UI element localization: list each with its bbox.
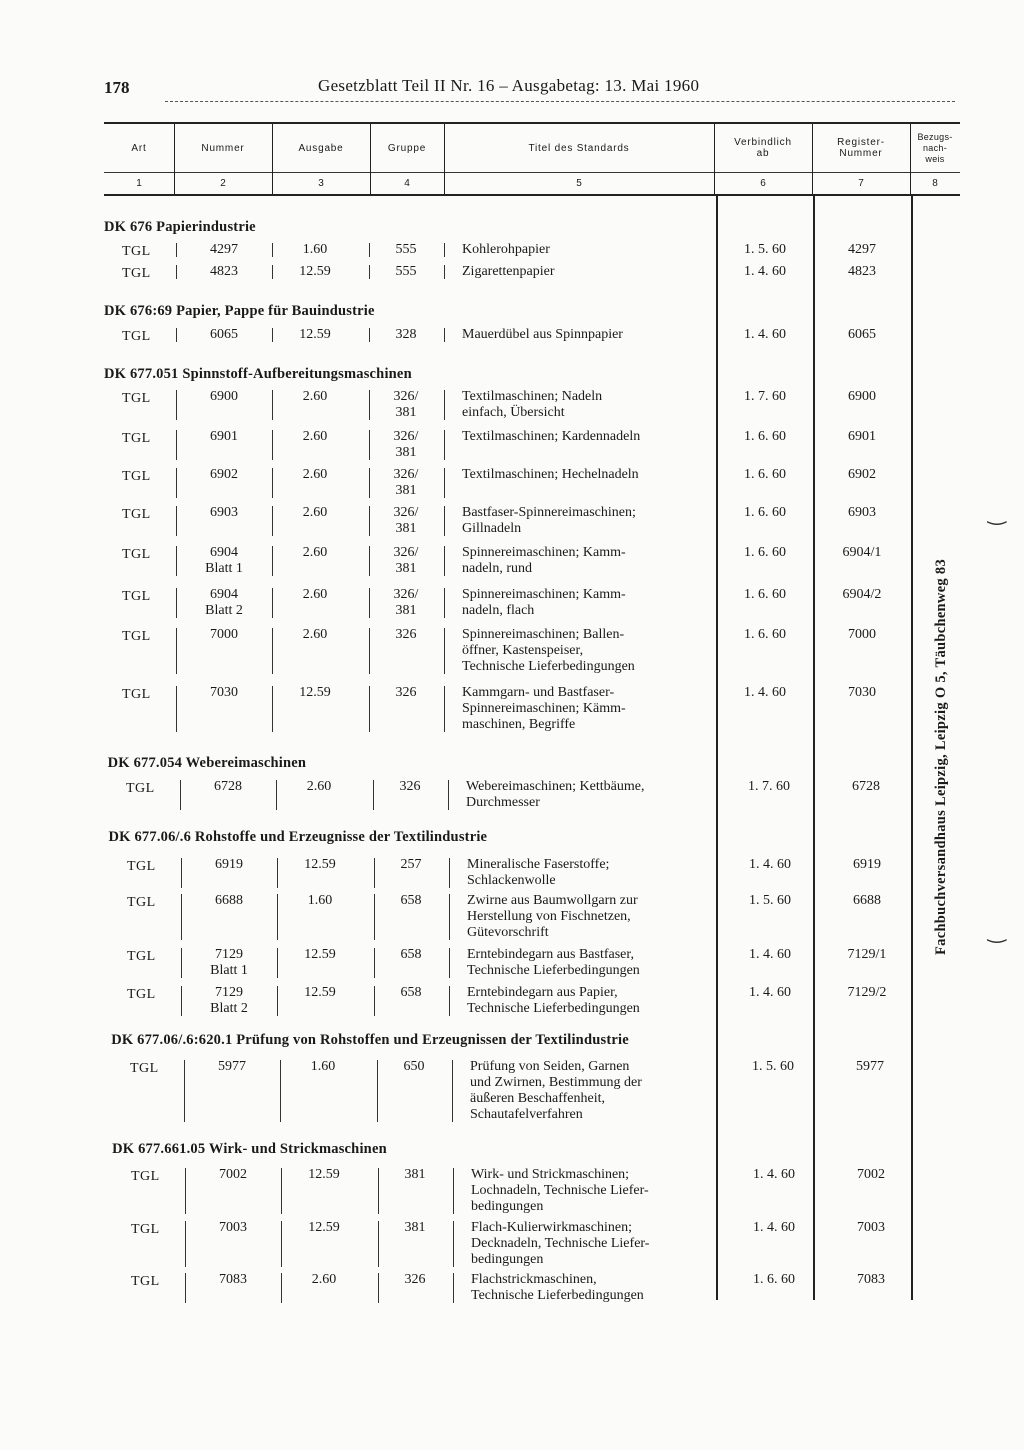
row-divider bbox=[281, 1168, 282, 1214]
cell-titel: Textilmaschinen; Nadeln einfach, Übersicht bbox=[462, 389, 603, 420]
column-header-nummer: Nummer bbox=[201, 142, 245, 154]
cell-verbindlich: 1. 4. 60 bbox=[749, 857, 791, 872]
cell-titel: Erntebindegarn aus Bastfaser, Technische Lieferbedingungen bbox=[467, 947, 640, 978]
cell-art: TGL bbox=[122, 589, 151, 604]
column-separator bbox=[174, 124, 175, 194]
cell-nummer: 6903 bbox=[210, 505, 238, 520]
cell-verbindlich: 1. 4. 60 bbox=[753, 1220, 795, 1235]
cell-gruppe: 326 bbox=[399, 779, 421, 794]
cell-titel: Erntebindegarn aus Papier, Technische Lieferbedingungen bbox=[467, 985, 640, 1016]
cell-verbindlich: 1. 6. 60 bbox=[744, 429, 786, 444]
cell-nummer: 6919 bbox=[215, 857, 243, 872]
column-number: 7 bbox=[858, 178, 864, 189]
cell-register: 6904/2 bbox=[842, 587, 882, 602]
row-divider bbox=[369, 546, 370, 576]
section-heading: DK 676:69 Papier, Pappe für Bauindustrie bbox=[104, 303, 375, 319]
row-divider bbox=[176, 628, 177, 674]
column-separator bbox=[812, 124, 813, 194]
cell-titel: Mauerdübel aus Spinnpapier bbox=[462, 327, 623, 342]
cell-art: TGL bbox=[122, 547, 151, 562]
row-divider bbox=[444, 468, 445, 498]
cell-register: 6902 bbox=[848, 467, 876, 482]
row-divider bbox=[181, 894, 182, 940]
row-divider bbox=[374, 858, 375, 888]
cell-ausgabe: 2.60 bbox=[302, 627, 328, 642]
cell-titel: Spinnereimaschinen; Kamm- nadeln, rund bbox=[462, 545, 626, 576]
cell-register: 6903 bbox=[848, 505, 876, 520]
cell-gruppe: 326/ 381 bbox=[393, 389, 419, 420]
cell-titel: Flachstrickmaschinen, Technische Lieferbedingungen bbox=[471, 1272, 644, 1303]
row-divider bbox=[444, 430, 445, 460]
cell-titel: Kammgarn- und Bastfaser- Spinnereimaschinen; Kämm- maschinen, Begriffe bbox=[462, 685, 626, 732]
row-divider bbox=[176, 265, 177, 279]
row-divider bbox=[449, 948, 450, 978]
cell-verbindlich: 1. 6. 60 bbox=[744, 587, 786, 602]
cell-titel: Mineralische Faserstoffe; Schlackenwolle bbox=[467, 857, 610, 888]
cell-art: TGL bbox=[127, 895, 156, 910]
row-divider bbox=[185, 1273, 186, 1303]
row-divider bbox=[369, 328, 370, 342]
cell-ausgabe: 12.59 bbox=[299, 327, 331, 342]
cell-register: 7129/2 bbox=[847, 985, 887, 1000]
cell-art: TGL bbox=[127, 987, 156, 1002]
cell-art: TGL bbox=[122, 266, 151, 281]
row-divider bbox=[181, 986, 182, 1016]
cell-art: TGL bbox=[122, 687, 151, 702]
column-separator bbox=[444, 124, 445, 194]
cell-gruppe: 257 bbox=[400, 857, 422, 872]
cell-nummer: 6728 bbox=[214, 779, 242, 794]
cell-gruppe: 326/ 381 bbox=[393, 467, 419, 498]
cell-nummer: 6688 bbox=[215, 893, 243, 908]
cell-register: 7003 bbox=[857, 1220, 885, 1235]
cell-verbindlich: 1. 7. 60 bbox=[748, 779, 790, 794]
row-divider bbox=[176, 686, 177, 732]
row-divider bbox=[176, 506, 177, 536]
cell-gruppe: 326 bbox=[395, 685, 417, 700]
row-divider bbox=[374, 894, 375, 940]
row-divider bbox=[272, 546, 273, 576]
row-divider bbox=[453, 1221, 454, 1267]
cell-ausgabe: 1.60 bbox=[310, 1059, 336, 1074]
cell-register: 6065 bbox=[848, 327, 876, 342]
cell-ausgabe: 1.60 bbox=[302, 242, 328, 257]
row-divider bbox=[185, 1221, 186, 1267]
section-heading: DK 677.06/.6:620.1 Prüfung von Rohstoffen und Erzeugnissen der Textilindustrie bbox=[111, 1032, 629, 1048]
row-divider bbox=[369, 430, 370, 460]
column-header-register: Register- Nummer bbox=[837, 137, 885, 159]
cell-ausgabe: 2.60 bbox=[302, 467, 328, 482]
column-separator bbox=[370, 124, 371, 194]
row-divider bbox=[272, 328, 273, 342]
column-number: 6 bbox=[760, 178, 766, 189]
section-heading: DK 677.661.05 Wirk- und Strickmaschinen bbox=[112, 1141, 387, 1157]
cell-nummer: 4297 bbox=[210, 242, 238, 257]
header-rule bbox=[165, 101, 955, 102]
cell-nummer: 6065 bbox=[210, 327, 238, 342]
row-divider bbox=[272, 430, 273, 460]
cell-nummer: 7030 bbox=[210, 685, 238, 700]
cell-art: TGL bbox=[122, 507, 151, 522]
cell-art: TGL bbox=[122, 629, 151, 644]
cell-nummer: 7083 bbox=[219, 1272, 247, 1287]
cell-titel: Prüfung von Seiden, Garnen und Zwirnen, Bestimmung der äußeren Beschaffenheit, Schautafelverfahren bbox=[470, 1059, 642, 1122]
cell-ausgabe: 2.60 bbox=[302, 505, 328, 520]
row-divider bbox=[369, 506, 370, 536]
row-divider bbox=[369, 468, 370, 498]
row-divider bbox=[277, 948, 278, 978]
cell-nummer: 7000 bbox=[210, 627, 238, 642]
column-header-titel: Titel des Standards bbox=[528, 142, 630, 154]
cell-gruppe: 658 bbox=[400, 893, 422, 908]
row-divider bbox=[176, 468, 177, 498]
cell-verbindlich: 1. 5. 60 bbox=[744, 242, 786, 257]
row-divider bbox=[453, 1273, 454, 1303]
cell-ausgabe: 2.60 bbox=[302, 389, 328, 404]
cell-nummer: 4823 bbox=[210, 264, 238, 279]
row-divider bbox=[369, 265, 370, 279]
cell-ausgabe: 12.59 bbox=[308, 1220, 340, 1235]
cell-ausgabe: 2.60 bbox=[306, 779, 332, 794]
cell-titel: Zigarettenpapier bbox=[462, 264, 555, 279]
cell-verbindlich: 1. 6. 60 bbox=[744, 467, 786, 482]
row-divider bbox=[444, 546, 445, 576]
row-divider bbox=[280, 1060, 281, 1122]
row-divider bbox=[449, 858, 450, 888]
cell-titel: Kohlerohpapier bbox=[462, 242, 550, 257]
cell-art: TGL bbox=[122, 469, 151, 484]
row-divider bbox=[373, 780, 374, 810]
cell-titel: Spinnereimaschinen; Kamm- nadeln, flach bbox=[462, 587, 626, 618]
cell-gruppe: 658 bbox=[400, 947, 422, 962]
column-number: 3 bbox=[318, 178, 324, 189]
cell-titel: Zwirne aus Baumwollgarn zur Herstellung von Fischnetzen, Gütevorschrift bbox=[467, 893, 638, 940]
cell-titel: Textilmaschinen; Hechelnadeln bbox=[462, 467, 639, 482]
cell-gruppe: 326/ 381 bbox=[393, 505, 419, 536]
cell-titel: Webereimaschinen; Kettbäume, Durchmesser bbox=[466, 779, 645, 810]
cell-gruppe: 326/ 381 bbox=[393, 545, 419, 576]
cell-art: TGL bbox=[127, 859, 156, 874]
row-divider bbox=[449, 894, 450, 940]
cell-verbindlich: 1. 6. 60 bbox=[744, 545, 786, 560]
column-number: 1 bbox=[136, 178, 142, 189]
row-divider bbox=[444, 686, 445, 732]
section-heading: DK 676 Papierindustrie bbox=[104, 219, 256, 235]
cell-nummer: 6902 bbox=[210, 467, 238, 482]
cell-verbindlich: 1. 6. 60 bbox=[744, 627, 786, 642]
header-number-rule bbox=[104, 172, 960, 173]
row-divider bbox=[369, 243, 370, 257]
cell-nummer: 6901 bbox=[210, 429, 238, 444]
row-divider bbox=[176, 546, 177, 576]
cell-nummer: 6904 Blatt 1 bbox=[205, 545, 243, 576]
cell-register: 5977 bbox=[856, 1059, 884, 1074]
cell-register: 7002 bbox=[857, 1167, 885, 1182]
cell-verbindlich: 1. 7. 60 bbox=[744, 389, 786, 404]
row-divider bbox=[374, 948, 375, 978]
column-rule bbox=[813, 195, 815, 1300]
cell-gruppe: 381 bbox=[404, 1220, 426, 1235]
cell-register: 7000 bbox=[848, 627, 876, 642]
cell-register: 4823 bbox=[848, 264, 876, 279]
row-divider bbox=[176, 390, 177, 420]
row-divider bbox=[277, 986, 278, 1016]
row-divider bbox=[377, 1060, 378, 1122]
row-divider bbox=[272, 686, 273, 732]
cell-gruppe: 381 bbox=[404, 1167, 426, 1182]
cell-titel: Bastfaser-Spinnereimaschinen; Gillnadeln bbox=[462, 505, 636, 536]
cell-gruppe: 555 bbox=[395, 242, 417, 257]
column-header-gruppe: Gruppe bbox=[387, 142, 427, 154]
cell-gruppe: 326/ 381 bbox=[393, 587, 419, 618]
row-divider bbox=[444, 506, 445, 536]
cell-gruppe: 328 bbox=[395, 327, 417, 342]
row-divider bbox=[444, 628, 445, 674]
row-divider bbox=[281, 1273, 282, 1303]
row-divider bbox=[378, 1168, 379, 1214]
cell-verbindlich: 1. 5. 60 bbox=[749, 893, 791, 908]
row-divider bbox=[272, 390, 273, 420]
row-divider bbox=[444, 390, 445, 420]
column-rule bbox=[716, 195, 718, 1300]
cell-register: 6901 bbox=[848, 429, 876, 444]
publisher-side-note: Fachbuchversandhaus Leipzig, Leipzig O 5, Täubchenweg 83 bbox=[933, 558, 949, 955]
cell-gruppe: 326 bbox=[395, 627, 417, 642]
cell-titel: Spinnereimaschinen; Ballen- öffner, Kastenspeiser, Technische Lieferbedingungen bbox=[462, 627, 635, 674]
margin-mark: ‿ bbox=[988, 918, 1006, 943]
cell-ausgabe: 12.59 bbox=[308, 1167, 340, 1182]
row-divider bbox=[272, 243, 273, 257]
row-divider bbox=[378, 1273, 379, 1303]
row-divider bbox=[378, 1221, 379, 1267]
section-heading: DK 677.051 Spinnstoff-Aufbereitungsmaschinen bbox=[104, 366, 412, 382]
row-divider bbox=[444, 243, 445, 257]
cell-verbindlich: 1. 5. 60 bbox=[752, 1059, 794, 1074]
cell-nummer: 7129 Blatt 1 bbox=[210, 947, 248, 978]
row-divider bbox=[369, 588, 370, 618]
row-divider bbox=[281, 1221, 282, 1267]
cell-register: 6919 bbox=[853, 857, 881, 872]
column-separator bbox=[272, 124, 273, 194]
column-separator bbox=[910, 124, 911, 194]
cell-ausgabe: 12.59 bbox=[304, 857, 336, 872]
cell-art: TGL bbox=[122, 329, 151, 344]
cell-ausgabe: 12.59 bbox=[304, 985, 336, 1000]
row-divider bbox=[444, 588, 445, 618]
row-divider bbox=[272, 628, 273, 674]
column-rule bbox=[911, 195, 913, 1300]
cell-verbindlich: 1. 6. 60 bbox=[744, 505, 786, 520]
cell-verbindlich: 1. 6. 60 bbox=[753, 1272, 795, 1287]
cell-ausgabe: 2.60 bbox=[311, 1272, 337, 1287]
cell-art: TGL bbox=[122, 244, 151, 259]
running-head: Gesetzblatt Teil II Nr. 16 – Ausgabetag: 13. Mai 1960 bbox=[318, 76, 700, 95]
row-divider bbox=[369, 628, 370, 674]
row-divider bbox=[272, 588, 273, 618]
cell-verbindlich: 1. 4. 60 bbox=[749, 985, 791, 1000]
row-divider bbox=[369, 686, 370, 732]
cell-verbindlich: 1. 4. 60 bbox=[744, 327, 786, 342]
column-number: 2 bbox=[220, 178, 226, 189]
section-heading: DK 677.06/.6 Rohstoffe und Erzeugnisse der Textilindustrie bbox=[108, 829, 488, 845]
column-header-ausgabe: Ausgabe bbox=[298, 142, 344, 154]
cell-register: 7030 bbox=[848, 685, 876, 700]
column-number: 8 bbox=[932, 178, 938, 189]
cell-ausgabe: 12.59 bbox=[299, 264, 331, 279]
row-divider bbox=[277, 858, 278, 888]
cell-nummer: 5977 bbox=[218, 1059, 246, 1074]
cell-art: TGL bbox=[127, 949, 156, 964]
cell-nummer: 7129 Blatt 2 bbox=[210, 985, 248, 1016]
row-divider bbox=[449, 986, 450, 1016]
cell-ausgabe: 2.60 bbox=[302, 587, 328, 602]
column-header-bezugsnachweis: Bezugs- nach- weis bbox=[917, 131, 953, 164]
cell-gruppe: 650 bbox=[403, 1059, 425, 1074]
cell-verbindlich: 1. 4. 60 bbox=[753, 1167, 795, 1182]
column-number: 5 bbox=[576, 178, 582, 189]
cell-titel: Textilmaschinen; Kardennadeln bbox=[462, 429, 641, 444]
cell-register: 6688 bbox=[853, 893, 881, 908]
row-divider bbox=[276, 780, 277, 810]
row-divider bbox=[444, 265, 445, 279]
row-divider bbox=[448, 780, 449, 810]
cell-register: 4297 bbox=[848, 242, 876, 257]
page-number: 178 bbox=[104, 78, 130, 97]
cell-ausgabe: 12.59 bbox=[304, 947, 336, 962]
column-header-art: Art bbox=[131, 142, 147, 154]
row-divider bbox=[180, 780, 181, 810]
cell-art: TGL bbox=[122, 391, 151, 406]
cell-titel: Wirk- und Strickmaschinen; Lochnadeln, Technische Liefer- bedingungen bbox=[471, 1167, 649, 1214]
cell-verbindlich: 1. 4. 60 bbox=[744, 264, 786, 279]
cell-verbindlich: 1. 4. 60 bbox=[744, 685, 786, 700]
cell-register: 7129/1 bbox=[847, 947, 887, 962]
cell-nummer: 7002 bbox=[219, 1167, 247, 1182]
section-heading: DK 677.054 Webereimaschinen bbox=[107, 755, 307, 771]
cell-ausgabe: 1.60 bbox=[307, 893, 333, 908]
cell-art: TGL bbox=[131, 1274, 160, 1289]
cell-titel: Flach-Kulierwirkmaschinen; Decknadeln, Technische Liefer- bedingungen bbox=[471, 1220, 650, 1267]
margin-mark: ‿ bbox=[988, 500, 1006, 525]
cell-ausgabe: 2.60 bbox=[302, 545, 328, 560]
row-divider bbox=[272, 506, 273, 536]
cell-art: TGL bbox=[130, 1061, 159, 1076]
cell-nummer: 6900 bbox=[210, 389, 238, 404]
cell-register: 6904/1 bbox=[842, 545, 882, 560]
cell-ausgabe: 2.60 bbox=[302, 429, 328, 444]
row-divider bbox=[374, 986, 375, 1016]
cell-gruppe: 658 bbox=[400, 985, 422, 1000]
column-separator bbox=[714, 124, 715, 194]
row-divider bbox=[444, 328, 445, 342]
table-header bbox=[104, 122, 960, 196]
cell-art: TGL bbox=[131, 1222, 160, 1237]
column-number: 4 bbox=[404, 178, 410, 189]
cell-art: TGL bbox=[126, 781, 155, 796]
cell-register: 6728 bbox=[852, 779, 880, 794]
cell-art: TGL bbox=[131, 1169, 160, 1184]
cell-register: 6900 bbox=[848, 389, 876, 404]
row-divider bbox=[176, 243, 177, 257]
cell-art: TGL bbox=[122, 431, 151, 446]
row-divider bbox=[277, 894, 278, 940]
cell-gruppe: 326 bbox=[404, 1272, 426, 1287]
row-divider bbox=[453, 1168, 454, 1214]
row-divider bbox=[272, 265, 273, 279]
cell-ausgabe: 12.59 bbox=[299, 685, 331, 700]
cell-gruppe: 555 bbox=[395, 264, 417, 279]
row-divider bbox=[181, 858, 182, 888]
row-divider bbox=[452, 1060, 453, 1122]
column-header-verbindlich: Verbindlich ab bbox=[734, 137, 792, 159]
row-divider bbox=[184, 1060, 185, 1122]
cell-gruppe: 326/ 381 bbox=[393, 429, 419, 460]
row-divider bbox=[181, 948, 182, 978]
cell-nummer: 7003 bbox=[219, 1220, 247, 1235]
row-divider bbox=[176, 328, 177, 342]
row-divider bbox=[176, 430, 177, 460]
cell-verbindlich: 1. 4. 60 bbox=[749, 947, 791, 962]
row-divider bbox=[272, 468, 273, 498]
cell-nummer: 6904 Blatt 2 bbox=[205, 587, 243, 618]
row-divider bbox=[369, 390, 370, 420]
row-divider bbox=[176, 588, 177, 618]
row-divider bbox=[185, 1168, 186, 1214]
cell-register: 7083 bbox=[857, 1272, 885, 1287]
